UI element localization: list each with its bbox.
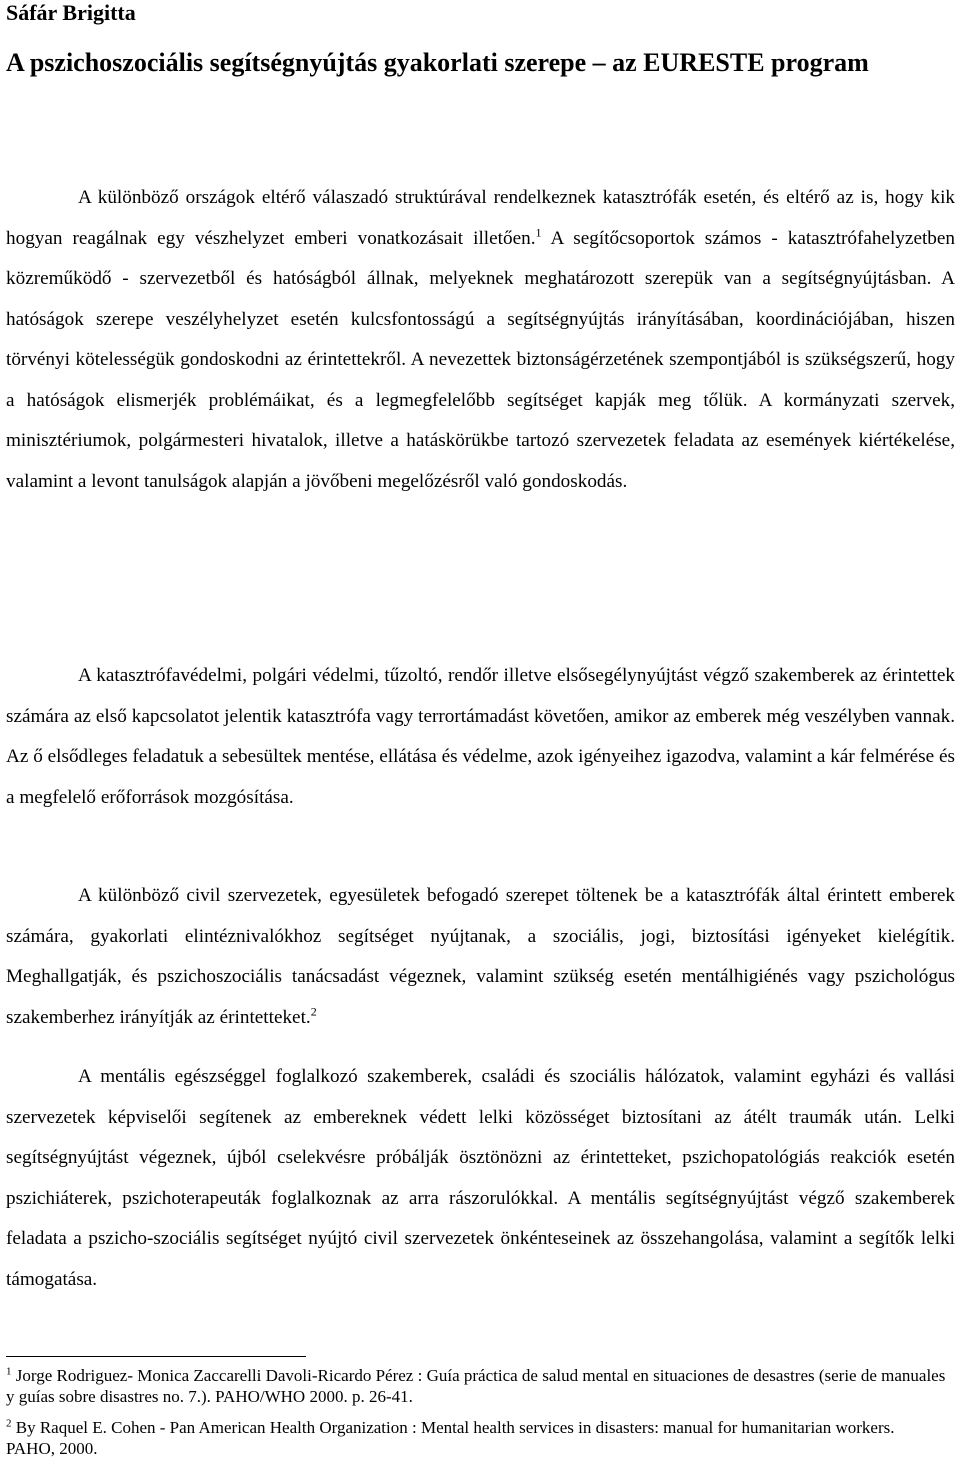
footnote-ref-1[interactable]: 1 bbox=[535, 225, 542, 240]
paragraph-3 bbox=[6, 876, 955, 1038]
footnote-1 bbox=[6, 1366, 946, 1407]
footnote-1-text: Jorge Rodriguez- Monica Zaccarelli Davoli-Ricardo Pérez : Guía práctica de salud mental en situaciones de desastres (serie de manuales y guías sobre disastres no. 7.). PAHO/WHO 2000. p. 26-41. bbox=[6, 1366, 946, 1406]
footnote-divider bbox=[6, 1356, 306, 1357]
footnote-ref-2[interactable]: 2 bbox=[310, 1004, 317, 1019]
author-name: Sáfár Brigitta bbox=[6, 0, 136, 25]
paragraph-3-text: A különböző civil szervezetek, egyesületek befogadó szerepet töltenek be a katasztrófák által érintett emberek számára, gyakorlati elintéznivalókhoz segítséget nyújtanak, a szociális, jogi, biztosítási igényeket kielégítik. Meghallgatják, és pszichoszociális tanácsadást végeznek, valamint szükség esetén mentálhigiénés vagy pszichológus szakemberhez irányítják az érintetteket. bbox=[6, 885, 955, 1028]
footnote-2-number: 2 bbox=[6, 1417, 12, 1430]
paragraph-1-text-a: A különböző országok eltérő válaszadó struktúrával rendelkeznek katasztrófák esetén, és eltérő az is, hogy kik hogyan reagálnak egy vészhelyzet emberi vonatkozásait illetően. bbox=[6, 187, 955, 249]
article-title: A pszichoszociális segítségnyújtás gyakorlati szerepe – az EURESTE program bbox=[6, 48, 869, 77]
paragraph-2: A katasztrófavédelmi, polgári védelmi, tűzoltó, rendőr illetve elsősegélynyújtást végző szakemberek az érintettek számára az első kapcsolatot jelentik katasztrófa vagy terrortámadást követően, amikor az emberek még veszélyben vannak. Az ő elsődleges feladatuk a sebesültek mentése, ellátása és védelme, azok igényeihez igazodva, valamint a kár felmérése és a megfelelő erőforrások mozgósítása. bbox=[6, 665, 955, 808]
paragraph-1-text-b: A segítőcsoportok számos - katasztrófahelyzetben közreműködő - szervezetből és hatóságból állnak, melyeknek meghatározott szerepük van a segítségnyújtásban. A hatóságok szerepe veszélyhelyzet esetén kulcsfontosságú a segítségnyújtás irányításában, koordinációjában, hiszen törvényi kötelességük gondoskodni az érintettekről. A nevezettek biztonságérzetének szempontjából is szükségszerű, hogy a hatóságok elismerjék problémáikat, és a legmegfelelőbb segítséget kapják meg tőlük. A kormányzati szervek, minisztériumok, polgármesteri hivatalok, illetve a hatáskörükbe tartozó szervezetek feladata az események kiértékelése, valamint a levont tanulságok alapján a jövőbeni megelőzésről való gondoskodás. bbox=[6, 227, 955, 492]
footnote-2-text: By Raquel E. Cohen - Pan American Health Organization : Mental health services in disasters: manual for humanitarian workers. PAHO, 2000. bbox=[6, 1418, 895, 1458]
paragraph-1 bbox=[6, 178, 955, 502]
footnote-2 bbox=[6, 1418, 946, 1459]
paragraph-4: A mentális egészséggel foglalkozó szakemberek, családi és szociális hálózatok, valamint egyházi és vallási szervezetek képviselői segítenek az embereknek védett lelki közösséget biztosítani az átélt traumák után. Lelki segítségnyújtást végeznek, újból cselekvésre próbálják ösztönözni az érintetteket, pszichopatológiás reakciók esetén pszichiáterek, pszichoterapeuták foglalkoznak az arra rászorulókkal. A mentális segítségnyújtást végző szakemberek feladata a pszicho-szociális segítséget nyújtó civil szervezetek önkénteseinek az összehangolása, valamint a segítők lelki támogatása. bbox=[6, 1066, 955, 1290]
footnote-1-number: 1 bbox=[6, 1365, 12, 1378]
